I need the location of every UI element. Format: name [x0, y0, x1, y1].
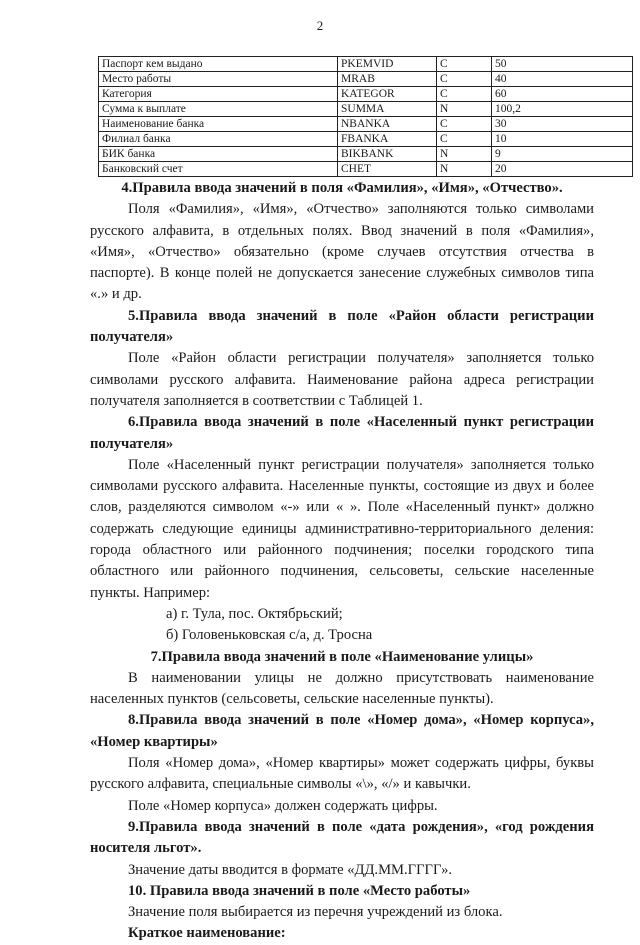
field-length-cell: 10	[492, 132, 633, 147]
field-type-cell: N	[437, 102, 492, 117]
field-code-cell: PKEMVID	[338, 57, 437, 72]
field-type-cell: C	[437, 132, 492, 147]
table-row	[99, 87, 633, 102]
section-8-heading: 8.Правила ввода значений в поле «Номер дома», «Номер корпуса», «Номер квартиры»	[90, 712, 594, 750]
section-9-text: Значение даты вводится в формате «ДД.ММ.ГГГГ».	[128, 861, 453, 878]
field-description-cell: Место работы	[99, 72, 338, 87]
field-description-cell: Банковский счет	[99, 162, 338, 177]
field-description-cell: Наименование банка	[99, 117, 338, 132]
fields-table	[98, 56, 633, 177]
field-type-cell: C	[437, 57, 492, 72]
section-5-text: Поле «Район области регистрации получателя» заполняется только символами русского алфавита. Наименование района адреса регистрации получателя заполняется в соответствии с Таблицей 1.	[90, 350, 594, 409]
field-code-cell: MRAB	[338, 72, 437, 87]
section-6-text: Поле «Населенный пункт регистрации получателя» заполняется только символами русского алфавита. Населенные пункты, состоящие из двух и более слов, разделяются символом «-» или « ». Поле «Населенный пункт» должно содержать следующие единицы административно-территориального деления: города областного или районного подчинения; поселки городского типа областного или районного подчинения, сельсоветы, сельские населенные пункты. Например:	[90, 456, 594, 601]
field-description-cell: Категория	[99, 87, 338, 102]
section-6-example-a: а) г. Тула, пос. Октябрьский;	[166, 605, 343, 622]
field-type-cell: N	[437, 162, 492, 177]
table-row	[99, 117, 633, 132]
field-length-cell: 100,2	[492, 102, 633, 117]
field-description-cell: Паспорт кем выдано	[99, 57, 338, 72]
section-7-heading: 7.Правила ввода значений в поле «Наименование улицы»	[150, 648, 534, 665]
field-length-cell: 20	[492, 162, 633, 177]
field-description-cell: БИК банка	[99, 147, 338, 162]
field-length-cell: 50	[492, 57, 633, 72]
field-length-cell: 9	[492, 147, 633, 162]
field-type-cell: C	[437, 72, 492, 87]
section-6-example-b: б) Головеньковская с/а, д. Тросна	[166, 627, 373, 644]
field-length-cell: 40	[492, 72, 633, 87]
field-code-cell: SUMMA	[338, 102, 437, 117]
table-row	[99, 162, 633, 177]
field-code-cell: FBANKA	[338, 132, 437, 147]
section-4-text: Поля «Фамилия», «Имя», «Отчество» заполняются только символами русского алфавита, в отдельных полях. Ввод значений в поля «Фамилия», «Имя», «Отчество» обязательно (кроме случаев отсутствия отчества в паспорте). В конце полей не допускается занесение служебных символов типа «.» и др.	[90, 201, 594, 303]
section-10-subheading: Краткое наименование:	[128, 925, 286, 942]
page-number: 2	[316, 18, 324, 33]
table-row	[99, 57, 633, 72]
field-type-cell: C	[437, 87, 492, 102]
field-type-cell: C	[437, 117, 492, 132]
field-type-cell: N	[437, 147, 492, 162]
section-8-text-2: Поле «Номер корпуса» должен содержать цифры.	[128, 797, 438, 814]
field-code-cell: KATEGOR	[338, 87, 437, 102]
field-length-cell: 30	[492, 117, 633, 132]
section-6-heading: 6.Правила ввода значений в поле «Населенный пункт регистрации получателя»	[90, 414, 594, 452]
section-7-text: В наименовании улицы не должно присутствовать наименование населенных пунктов (сельсоветы, сельские населенные пункты).	[90, 669, 594, 708]
field-code-cell: CHET	[338, 162, 437, 177]
field-code-cell: NBANKA	[338, 117, 437, 132]
field-code-cell: BIKBANK	[338, 147, 437, 162]
table-row	[99, 102, 633, 117]
table-row	[99, 132, 633, 147]
section-9-heading: 9.Правила ввода значений в поле «дата рождения», «год рождения носителя льгот».	[90, 818, 594, 857]
field-description-cell: Сумма к выплате	[99, 102, 338, 117]
section-5-heading: 5.Правила ввода значений в поле «Район области регистрации получателя»	[90, 307, 594, 346]
table-row	[99, 147, 633, 162]
section-8-text: Поля «Номер дома», «Номер квартиры» может содержать цифры, буквы русского алфавита, специальные символы «\», «/» и кавычки.	[90, 755, 594, 793]
document-body	[90, 178, 594, 945]
field-length-cell: 60	[492, 87, 633, 102]
section-10-text: Значение поля выбирается из перечня учреждений из блока.	[128, 904, 503, 921]
field-description-cell: Филиал банка	[99, 132, 338, 147]
table-row	[99, 72, 633, 87]
section-10-heading: 10. Правила ввода значений в поле «Место работы»	[128, 882, 471, 899]
fields-table-body	[99, 57, 633, 177]
section-4-heading: 4.Правила ввода значений в поля «Фамилия», «Имя», «Отчество».	[121, 180, 563, 196]
